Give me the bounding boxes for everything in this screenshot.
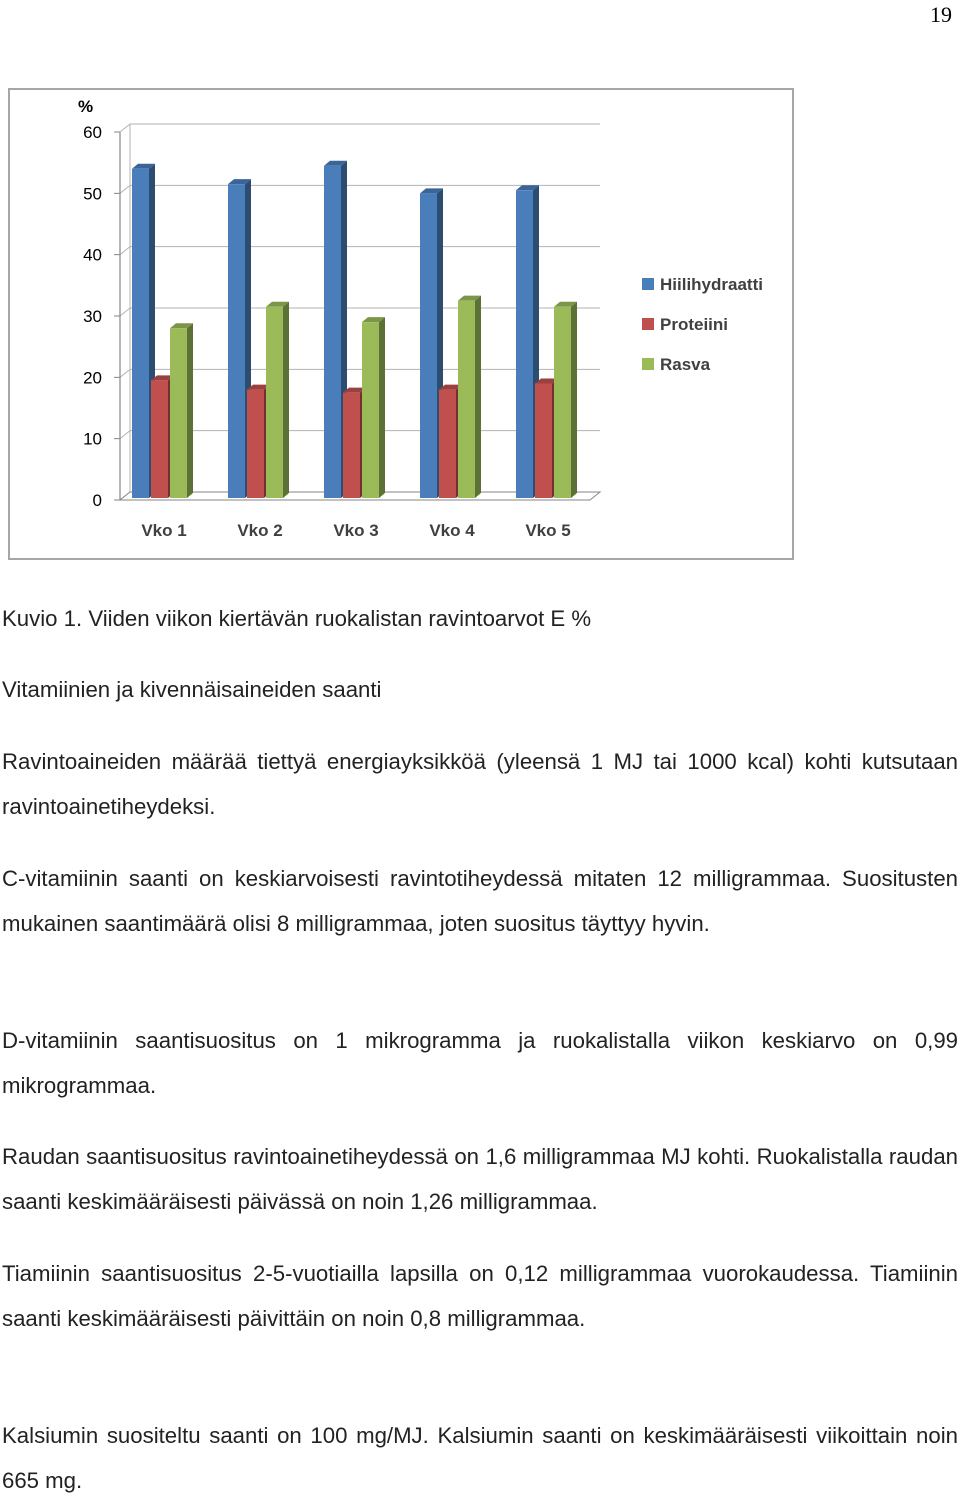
gridline-side xyxy=(120,308,130,316)
bar-side xyxy=(379,317,385,498)
legend-swatch xyxy=(642,278,654,290)
y-tick-label: 10 xyxy=(83,429,102,449)
y-tick-label: 30 xyxy=(83,307,102,326)
bar xyxy=(247,390,264,498)
gridline-side xyxy=(120,124,130,132)
y-tick-label: 60 xyxy=(83,123,102,142)
section-heading: Vitamiinien ja kivennäisaineiden saanti xyxy=(2,677,382,702)
legend-swatch xyxy=(642,318,654,330)
paragraph-calcium: Kalsiumin suositeltu saanti on 100 mg/MJ. Kalsiumin saanti on keskimääräisesti viikoittain noin 665 mg. xyxy=(2,1423,958,1493)
nutrient-bar-chart xyxy=(10,90,796,562)
bar xyxy=(132,169,149,498)
bar xyxy=(439,390,456,498)
bar xyxy=(343,393,360,498)
gridline-side xyxy=(120,369,130,377)
bar xyxy=(170,328,187,498)
legend-swatch xyxy=(642,358,654,370)
y-tick-label: 40 xyxy=(83,245,102,265)
bar xyxy=(266,307,283,498)
bar xyxy=(535,383,552,498)
x-tick-label: Vko 3 xyxy=(333,521,379,540)
paragraph-iron: Raudan saantisuositus ravintoainetiheydessä on 1,6 milligrammaa MJ kohti. Ruokalistalla raudan saanti keskimääräisesti päivässä on noin 1,26 milligrammaa. xyxy=(2,1144,958,1214)
x-tick-label: Vko 5 xyxy=(525,521,571,540)
paragraph-vitamin-d: D-vitamiinin saantisuositus on 1 mikrogramma ja ruokalistalla viikon keskiarvo on 0,99 mikrogrammaa. xyxy=(2,1028,958,1098)
bar xyxy=(362,322,379,498)
y-tick-label: 0 xyxy=(92,491,102,510)
legend-label: Hiilihydraatti xyxy=(660,275,763,294)
y-tick-label: 50 xyxy=(83,184,102,204)
bar-side xyxy=(283,302,289,498)
bar xyxy=(228,184,245,498)
legend-label: Rasva xyxy=(660,355,711,374)
bar xyxy=(324,166,341,498)
paragraph-vitamin-c: C-vitamiinin saanti on keskiarvoisesti ravintotiheydessä mitaten 12 milligrammaa. Suositusten mukainen saantimäärä olisi 8 milligrammaa, joten suositus täyttyy hyvin. xyxy=(2,866,958,936)
gridline-side xyxy=(120,185,130,193)
bar xyxy=(554,307,571,498)
page-number: 19 xyxy=(930,2,952,27)
figure-caption: Kuvio 1. Viiden viikon kiertävän ruokalistan ravintoarvot E % xyxy=(2,606,592,631)
bar xyxy=(151,380,168,498)
bar-side xyxy=(475,296,481,498)
x-tick-label: Vko 2 xyxy=(237,521,283,540)
bar xyxy=(458,301,475,498)
y-axis-label: % xyxy=(78,97,94,116)
legend-label: Proteiini xyxy=(660,315,729,334)
x-tick-label: Vko 1 xyxy=(141,521,187,540)
gridline-side xyxy=(120,431,130,439)
paragraph-thiamine: Tiamiinin saantisuositus 2-5-vuotiailla lapsilla on 0,12 milligrammaa vuorokaudessa. Tiamiinin saanti keskimääräisesti päivittäin on noin 0,8 milligrammaa. xyxy=(2,1261,958,1331)
bar-side xyxy=(571,302,577,498)
x-tick-label: Vko 4 xyxy=(429,521,475,540)
gridline-side xyxy=(120,247,130,255)
y-tick-label: 20 xyxy=(83,368,102,388)
bar-side xyxy=(187,323,193,498)
bar xyxy=(516,190,533,498)
paragraph-nutrient-density: Ravintoaineiden määrää tiettyä energiayksikköä (yleensä 1 MJ tai 1000 kcal) kohti kutsutaan ravintoainetiheydeksi. xyxy=(2,749,958,819)
bar xyxy=(420,193,437,498)
chart-frame xyxy=(8,88,794,560)
